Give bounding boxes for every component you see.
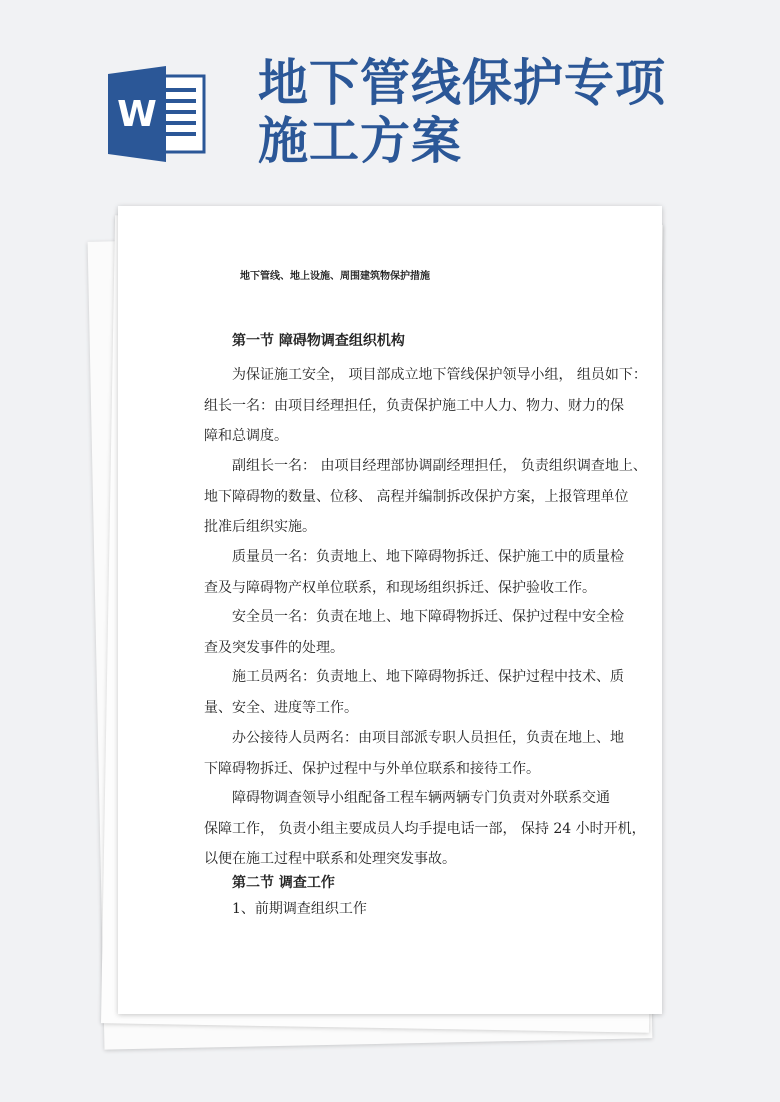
title-line-1: 地下管线保护专项 [258, 54, 666, 112]
text-line: 障碍物调查领导小组配备工程车辆两辆专门负责对外联系交通 [232, 790, 610, 806]
text-line: 质量员一名：负责地上、地下障碍物拆迁、保护施工中的质量检 [232, 549, 624, 565]
text-line: 地下障碍物的数量、位移、 高程并编制拆改保护方案，上报管理单位 [204, 488, 629, 505]
section-heading-1: 第一节 障碍物调查组织机构 [232, 333, 405, 349]
text-line: 保障工作， 负责小组主要成员人均手提电话一部， 保持 24 小时开机， [204, 820, 646, 837]
text-line: 下障碍物拆迁、保护过程中与外单位联系和接待工作。 [204, 760, 540, 777]
text-line: 障和总调度。 [204, 428, 288, 444]
text-line: 施工员两名：负责地上、地下障碍物拆迁、保护过程中技术、质 [232, 669, 624, 685]
paragraph [204, 662, 624, 723]
list-item: 1、前期调查组织工作 [232, 901, 367, 917]
word-doc-icon [108, 66, 208, 162]
paragraph [204, 360, 647, 452]
text-line: 组长一名：由项目经理担任，负责保护施工中人力、物力、财力的保 [204, 397, 624, 414]
text-line: 查及突发事件的处理。 [204, 639, 344, 656]
paragraph [204, 723, 624, 784]
paragraph [204, 542, 624, 603]
document-header: 地下管线、地上设施、周围建筑物保护措施 [240, 271, 430, 282]
document-page [118, 206, 662, 1014]
paragraph [204, 783, 646, 875]
section-heading-2: 第二节 调查工作 [232, 875, 335, 891]
text-line: 安全员一名：负责在地上、地下障碍物拆迁、保护过程中安全检 [232, 609, 624, 625]
paragraph [204, 451, 647, 543]
paragraph [204, 602, 624, 663]
page-title [258, 54, 758, 170]
text-line: 为保证施工安全， 项目部成立地下管线保护领导小组， 组员如下： [232, 367, 647, 383]
text-line: 以便在施工过程中联系和处理突发事故。 [204, 851, 456, 867]
text-line: 办公接待人员两名：由项目部派专职人员担任，负责在地上、地 [232, 730, 624, 746]
svg-text:W: W [117, 94, 157, 135]
text-line: 量、安全、进度等工作。 [204, 699, 358, 716]
text-line: 批准后组织实施。 [204, 519, 316, 535]
text-line: 副组长一名： 由项目经理部协调副经理担任， 负责组织调查地上、 [232, 458, 647, 474]
text-line: 查及与障碍物产权单位联系，和现场组织拆迁、保护验收工作。 [204, 579, 596, 596]
title-line-2: 施工方案 [258, 112, 462, 170]
